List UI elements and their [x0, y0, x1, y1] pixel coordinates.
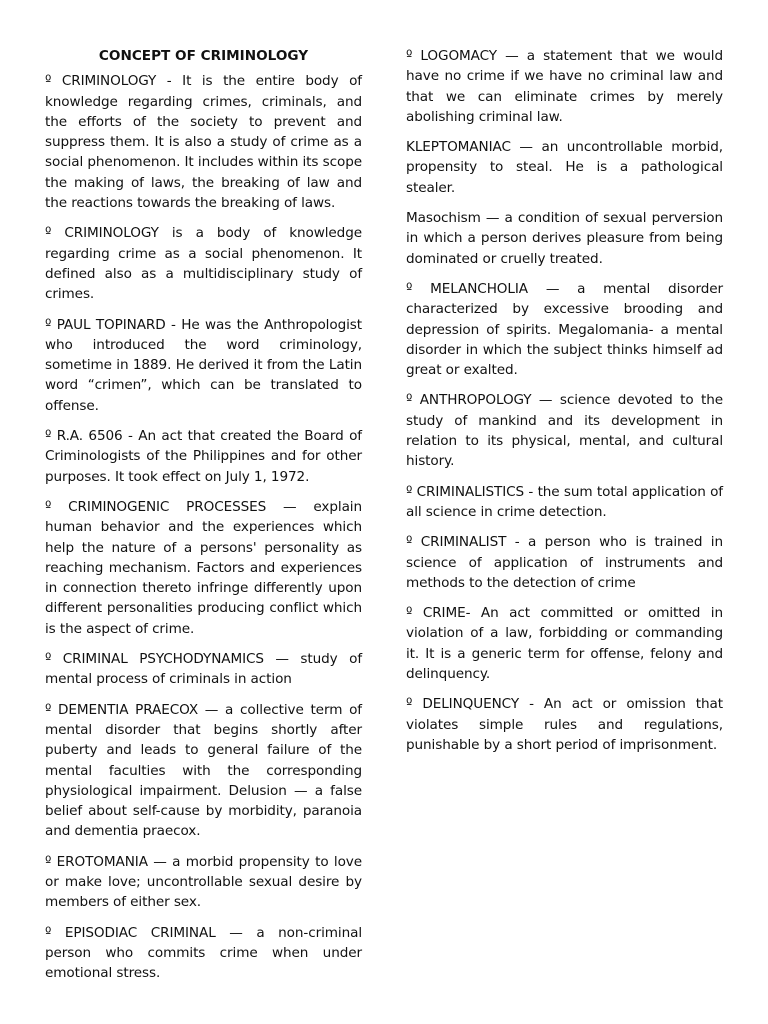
paragraph-criminology-definition: º CRIMINOLOGY - It is the entire body of knowledge regarding crimes, criminals, and the efforts of the society to prevent and suppress them. It is also a study of crime as a social phenomenon. It includes within its scope the making of laws, the breaking of law and the reactions towards the breaking of laws. [45, 73, 362, 212]
paragraph-ra-6506: º R.A. 6506 - An act that created the Board of Criminologists of the Philippines and for other purposes. It took effect on July 1, 1972. [45, 428, 362, 485]
paragraph-melancholia: º MELANCHOLIA — a mental disorder characterized by excessive brooding and depression of spirits. Megalomania- a mental disorder in which the subject thinks himself ad great or exalted. [406, 280, 723, 379]
paragraph-erotomania: º EROTOMANIA — a morbid propensity to love or make love; uncontrollable sexual desire by members of either sex. [45, 853, 362, 911]
paragraph-episodiac-criminal: º EPISODIAC CRIMINAL — a non-criminal person who commits crime when under emotional stress. [45, 924, 362, 982]
paragraph-criminalistics: º CRIMINALISTICS - the sum total application of all science in crime detection. [406, 483, 723, 520]
right-column [406, 46, 723, 765]
paragraph-anthropology: º ANTHROPOLOGY — science devoted to the study of mankind and its development in relation to its physical, mental, and cultural history. [406, 392, 723, 470]
paragraph-crime: º CRIME- An act committed or omitted in violation of a law, forbidding or commanding it. It is a generic term for offense, felony and delinquency. [406, 605, 723, 683]
paragraph-criminology-body-of-knowledge: º CRIMINOLOGY is a body of knowledge regarding crime as a social phenomenon. It defined also as a multidisciplinary study of crimes. [45, 225, 362, 303]
paragraph-criminogenic-processes: º CRIMINOGENIC PROCESSES — explain human behavior and the experiences which help the nature of a persons' personality as reaching mechanism. Factors and experiences in connection thereto infringe differently upon different personalities producing conflict which is the aspect of crime. [45, 498, 362, 637]
page-title: CONCEPT OF CRIMINOLOGY [98, 48, 309, 64]
paragraph-logomacy: º LOGOMACY — a statement that we would have no crime if we have no criminal law and that we can eliminate crimes by merely abolishing criminal law. [406, 48, 723, 125]
paragraph-paul-topinard: º PAUL TOPINARD - He was the Anthropologist who introduced the word criminology, sometime in 1889. He derived it from the Latin word “crimen”, which can be translated to offense. [45, 316, 362, 414]
paragraph-criminal-psychodynamics: º CRIMINAL PSYCHODYNAMICS — study of mental process of criminals in action [45, 651, 362, 688]
paragraph-masochism: Masochism — a condition of sexual perversion in which a person derives pleasure from being dominated or cruelly treated. [406, 210, 723, 267]
paragraph-criminalist: º CRIMINALIST - a person who is trained in science of application of instruments and methods to the detection of crime [406, 534, 723, 591]
paragraph-dementia-praecox: º DEMENTIA PRAECOX — a collective term of mental disorder that begins shortly after puberty and leads to general failure of the mental faculties with the corresponding physiological impairment. Delusion — a false belief about self-cause by morbidity, paranoia and dementia praecox. [45, 701, 362, 840]
left-column [45, 46, 362, 993]
paragraph-kleptomaniac: KLEPTOMANIAC — an uncontrollable morbid, propensity to steal. He is a pathological stealer. [406, 139, 723, 196]
paragraph-delinquency: º DELINQUENCY - An act or omission that violates simple rules and regulations, punishable by a short period of imprisonment. [406, 696, 723, 753]
